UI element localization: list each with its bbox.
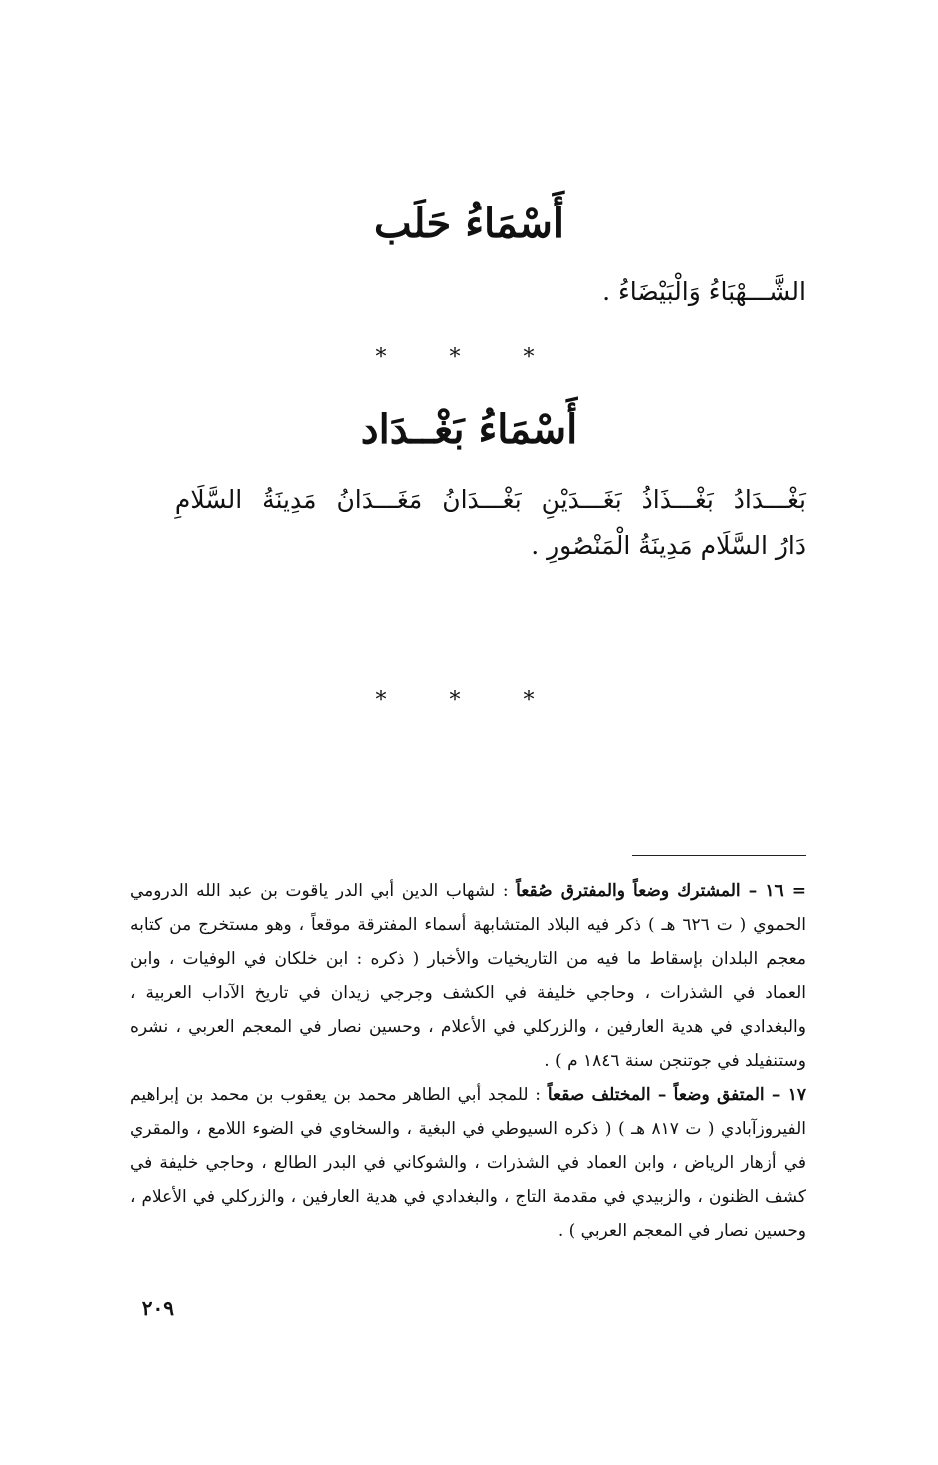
footnote-text: : للمجد أبي الطاهر محمد بن يعقوب بن محمد بن إبراهيم الفيروزآبادي ( ت ٨١٧ هـ ) ( ذكره السيوطي في البغية ، والسخاوي في الضوء اللامع ، والمقري في أزهار الرياض ، وابن العماد في الشذرات ، والشوكاني في البدر الطالع ، وحاجي خليفة في كشف الظنون ، والزبيدي في مقدمة التاج ، والبغدادي في هدية العارفين ، والزركلي في الأعلام ، وحسين نصار في المعجم العربي ) . [130,1085,806,1241]
footnote-17 [130,1078,806,1248]
asterism-separator: * * * [375,345,563,370]
aleppo-names-line: الشَّـــهْبَاءُ وَالْبَيْضَاءُ . [602,277,806,306]
baghdad-names-line-1: بَغْـــدَادُ بَغْـــذَاذُ بَغَـــدَيْنِ بَغْـــدَانُ مَغَـــدَانُ مَدِينَةُ السَّلَامِ [174,485,806,514]
footnote-rule [632,855,806,856]
footnote-16 [130,874,806,1078]
baghdad-names-line-2: دَارُ السَّلَام مَدِينَةُ الْمَنْصُورِ . [531,531,806,560]
section-title-aleppo: أَسْمَاءُ حَلَب [374,200,564,247]
footnote-label: = ١٦ – المشترك وضعاً والمفترق صُقعاً [516,881,806,901]
footnote-text: : لشهاب الدين أبي الدر ياقوت بن عبد الله الدرومي الحموي ( ت ٦٢٦ هـ ) ذكر فيه البلاد المتشابهة أسماء المفترقة موقعاً ، وهو مستخرج من كتابه معجم البلدان بإسقاط ما فيه من التاريخيات والأخبار ( ذكره : ابن خلكان في الوفيات ، وابن العماد في الشذرات ، وحاجي خليفة في الكشف وجرجي زيدان في تاريخ الآداب العربية ، والبغدادي في هدية العارفين ، والزركلي في الأعلام ، وحسين نصار في المعجم العربي ، نشره وستنفيلد في جوتنجن سنة ١٨٤٦ م ) . [130,881,806,1071]
footnote-label: ١٧ – المتفق وضعاً – المختلف صقعاً [547,1085,806,1105]
footnotes [130,874,806,1248]
page-number: ٢٠٩ [141,1296,174,1320]
asterism-separator: * * * [375,688,563,713]
section-title-baghdad: أَسْمَاءُ بَغْــدَاد [360,406,578,453]
